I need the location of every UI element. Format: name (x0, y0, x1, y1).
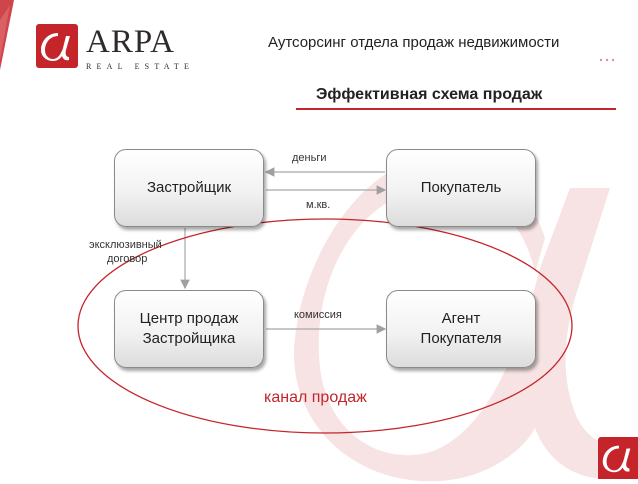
node-buyer-label: Покупатель (420, 179, 502, 196)
commission-label: комиссия (294, 309, 342, 321)
node-agent (386, 290, 536, 368)
exclusive-label-line2: договор (107, 253, 148, 265)
page-title: Аутсорсинг отдела продаж недвижимости (268, 34, 560, 51)
section-title: Эффективная схема продаж (316, 86, 543, 103)
node-developer-label: Застройщик (146, 179, 232, 196)
brand-tagline: REAL ESTATE (86, 62, 195, 71)
node-developer (114, 149, 264, 227)
sqm-label: м.кв. (306, 199, 331, 211)
node-sales-center (114, 290, 264, 368)
brand-name: ARPA (86, 24, 175, 60)
node-agent-line1: Агент (441, 310, 481, 327)
node-sales-center-line2: Застройщика (142, 330, 236, 347)
exclusive-label-line1: эксклюзивный (89, 239, 162, 251)
node-buyer (386, 149, 536, 227)
node-agent-line2: Покупателя (420, 330, 502, 347)
alpha-logo-icon-small (598, 437, 638, 479)
sales-channel-label: канал продаж (264, 389, 367, 406)
money-label: деньги (292, 152, 327, 164)
node-sales-center-line1: Центр продаж (139, 310, 239, 327)
